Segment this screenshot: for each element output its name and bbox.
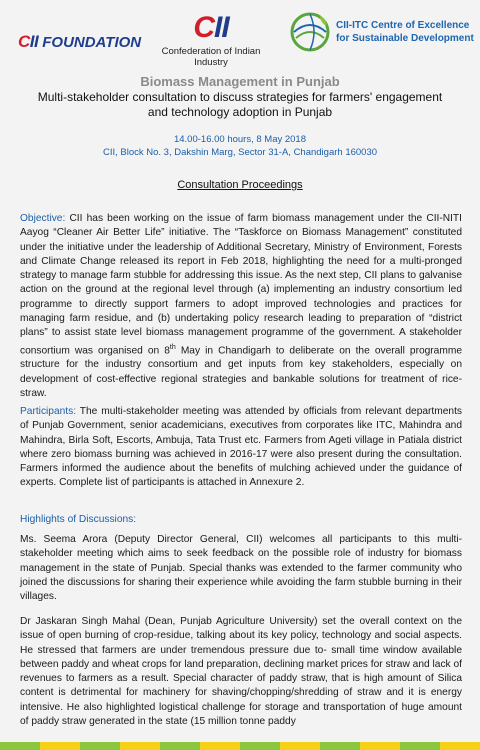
document-subtitle: Multi-stakeholder consultation to discuss strategies for farmers' engagement and technology adoption in Punjab (37, 90, 443, 119)
stripe-segment (160, 742, 200, 750)
cii-itc-line1: CII-ITC Centre of Excellence (336, 20, 470, 31)
header-logos (0, 8, 480, 68)
stripe-segment (200, 742, 240, 750)
stripe-segment (80, 742, 120, 750)
participants-label: Participants: (20, 406, 77, 417)
participants-paragraph (20, 405, 462, 491)
stripe-segment (400, 742, 440, 750)
objective-label: Objective: (20, 213, 66, 224)
stripe-segment (360, 742, 400, 750)
cii-foundation-mark: CII (18, 32, 39, 51)
cii-itc-line2: for Sustainable Development (336, 33, 474, 44)
objective-paragraph (20, 212, 462, 401)
highlights-label: Highlights of Discussions: (20, 514, 137, 525)
objective-text: CII has been working on the issue of farm biomass management under the CII-NITI Aayog “Cleaner Air Better Life” initiative. The “Taskforce on Biomass Management” constituted under the initiative under the leadership of Additional Secretary, Ministry of Environment, Forests and Climate Change released its report in Feb 2018, highlighting the need for a multi-pronged strategy to manage farm stubble for addressing this issue. As the next step, CII plans to galvanise action on the ground at the regional level through (a) implementing an industry consortium led programme to directly support farmers to adopt improved technologies and practices for managing farm residue, and (b) undertaking policy research leading to preparation of “district plans” to assist state level biomass management programme of the government. A stakeholder consortium was organised on 8 (20, 213, 462, 357)
cii-itc-text (336, 19, 474, 45)
stripe-segment (240, 742, 280, 750)
meeting-venue: CII, Block No. 3, Dakshin Marg, Sector 31-A, Chandigarh 160030 (102, 147, 378, 158)
cii-logo (146, 12, 276, 68)
cii-foundation-logo (18, 32, 141, 52)
highlights-paragraph-2: Dr Jaskaran Singh Mahal (Dean, Punjab Agriculture University) set the overall context on the issue of open burning of crop-residue, talking about its key policy, technology and social aspects. He stressed that farmers are under tremendous pressure due to- small time window available between paddy and wheat crops for land preparation, declining market prices for straw and lack of revenues to farmers as a result. Special character of paddy straw, that is high amount of Silica content is detrimental for machinery for shaving/chopping/shredding of straw and it is energy intensive. He also highlighted logistical challenge for storage and transportation of huge amount of paddy straw generated in the state (15 million tonne paddy (20, 616, 462, 728)
meeting-details (0, 133, 480, 159)
highlights-heading (20, 513, 462, 527)
cii-foundation-text: FOUNDATION (42, 33, 142, 51)
highlights-paragraph-1: Ms. Seema Arora (Deputy Director General, CII) welcomes all participants to this multi-stakeholder meeting which aims to seek feedback on the possible role of industry for biomass management in the state of Punjab. Special thanks was extended to the farmer community who joined the discussions for sharing their experience while avoiding the farm stubble burning in their villages. (20, 534, 462, 603)
objective-text-after: May in Chandigarh to deliberate on the overall programme structure for the industry consortium and get inputs from key stakeholders, especially on development of cost-effective regional strategies and bankable solutions for treatment of rice-straw. (20, 345, 462, 399)
cii-itc-logo (288, 10, 474, 54)
globe-leaf-icon (288, 10, 332, 54)
cii-logo-subtitle: Confederation of Indian Industry (161, 46, 261, 68)
section-heading-text: Consultation Proceedings (177, 179, 303, 191)
stripe-segment (280, 742, 320, 750)
stripe-segment (0, 742, 40, 750)
document-title: Biomass Management in Punjab (140, 74, 340, 89)
stripe-segment (320, 742, 360, 750)
meeting-time: 14.00-16.00 hours, 8 May 2018 (173, 134, 307, 145)
section-heading (0, 179, 480, 191)
stripe-segment (40, 742, 80, 750)
cii-logo-mark: CII (193, 11, 229, 44)
stripe-segment (440, 742, 480, 750)
participants-text: The multi-stakeholder meeting was attended by officials from relevant departments of Punjab Government, senior academicians, executives from corporates like ITC, Mahindra and Mahindra, Birla Soft, Escorts, Ambuja, Tata Trust etc. Farmers from Ageti village in Patiala district where zero biomass burning was achieved in 2016-17 were also present during the consultation. Farmers informed the audience about the benefits of mulching achieved under the guidance of experts. Complete list of participants is attached in Annexure 2. (20, 406, 462, 489)
stripe-segment (120, 742, 160, 750)
footer-color-stripe (0, 742, 480, 750)
objective-superscript: th (169, 343, 176, 351)
